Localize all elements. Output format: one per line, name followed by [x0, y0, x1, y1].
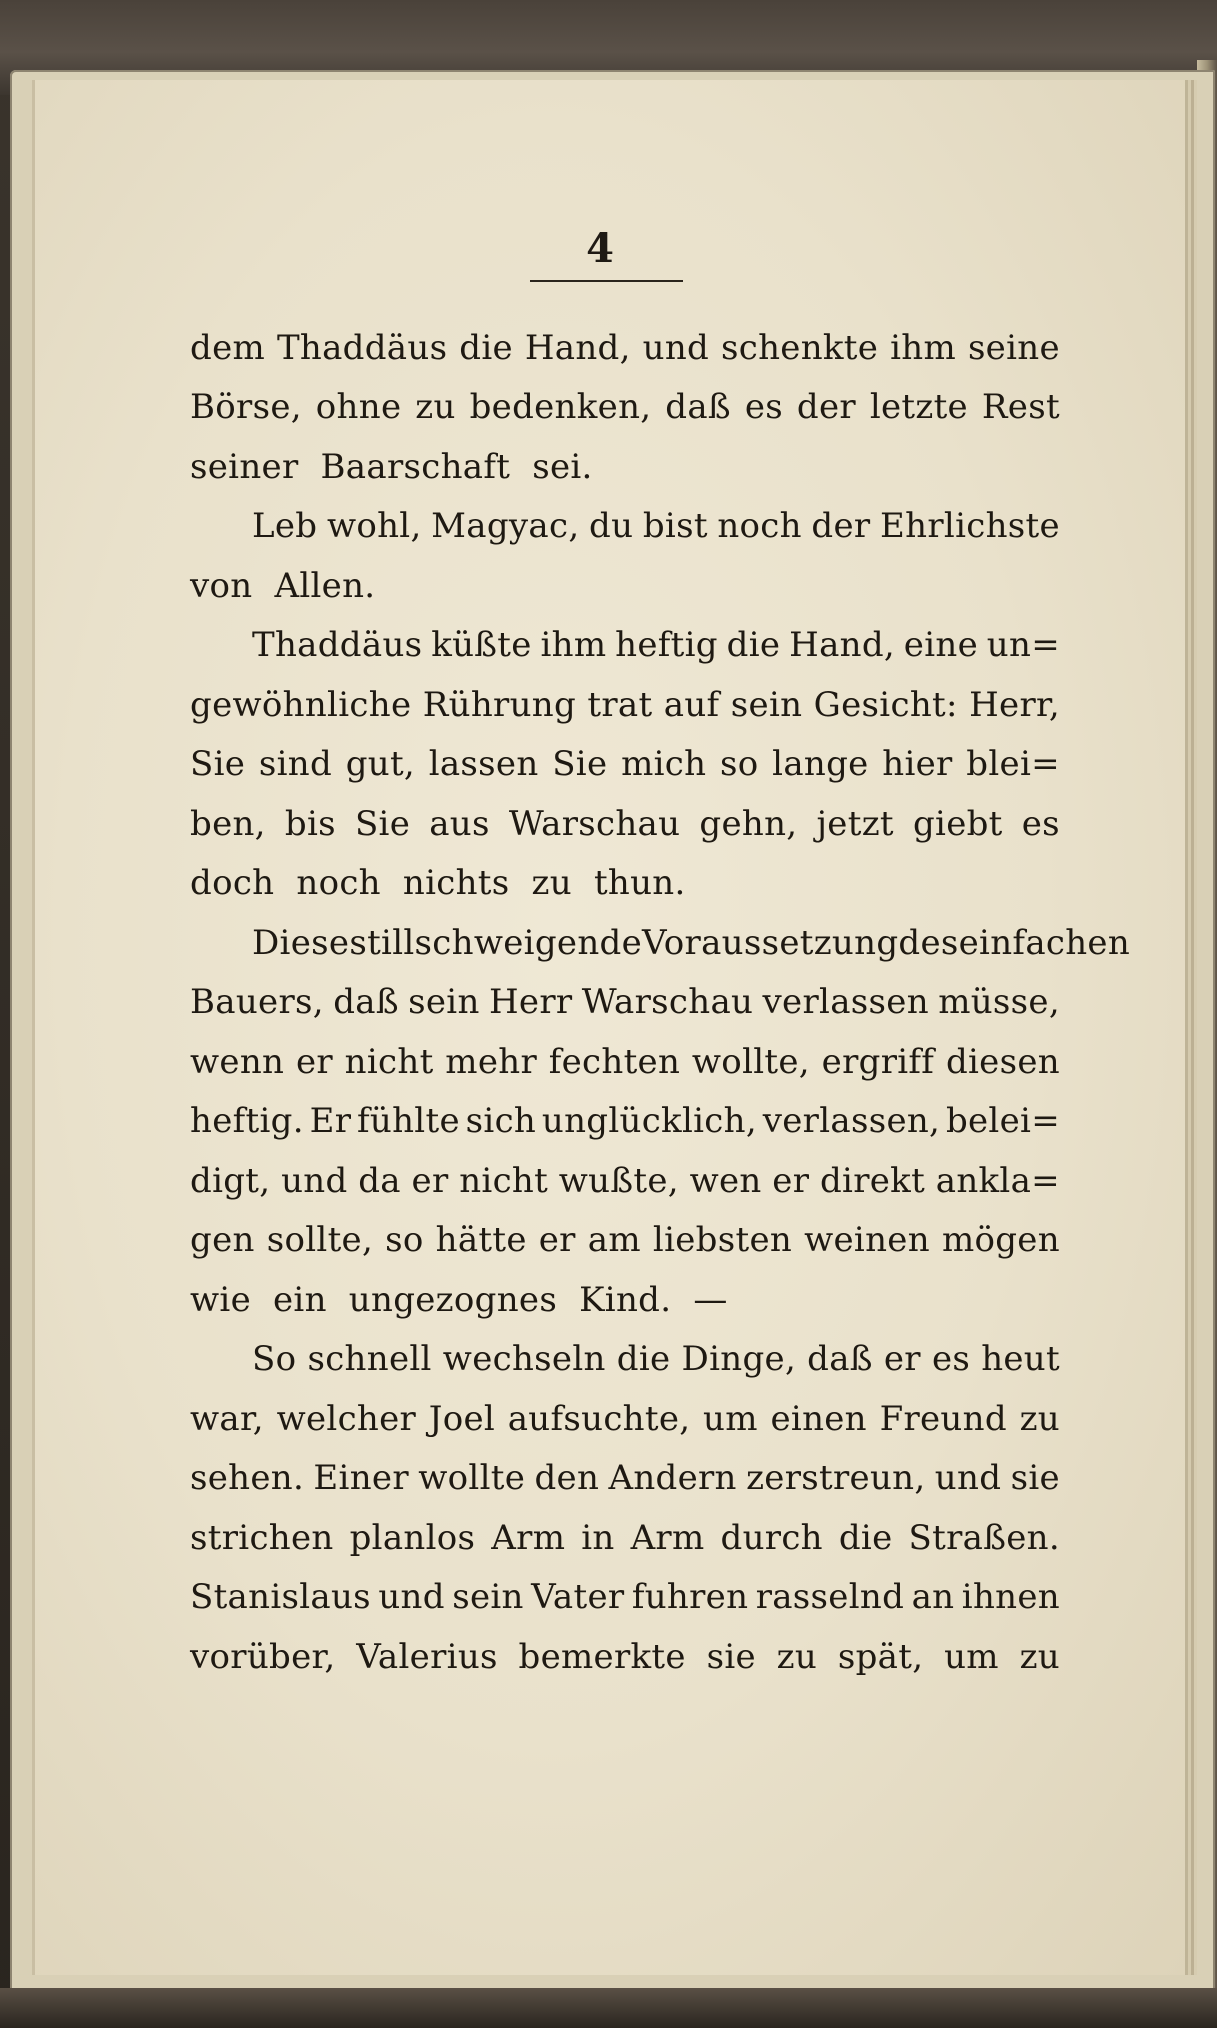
page-number-rule	[530, 280, 683, 282]
word: ihm	[890, 327, 957, 368]
word: Straßen.	[908, 1517, 1060, 1558]
word: bemerkte	[518, 1636, 686, 1677]
word: Diese	[252, 922, 350, 963]
word: noch	[717, 506, 802, 547]
word: wollte,	[691, 1041, 810, 1082]
word: wußte,	[558, 1160, 679, 1201]
text-line	[190, 437, 1060, 497]
text-line	[190, 1449, 1060, 1509]
word: es	[1021, 803, 1060, 844]
word: doch	[190, 863, 275, 904]
text-line	[190, 1211, 1060, 1271]
word: und	[642, 327, 710, 368]
word: Rührung	[422, 684, 577, 725]
word: wollte	[418, 1458, 526, 1499]
word: war,	[190, 1398, 264, 1439]
word: Börse,	[190, 387, 302, 428]
word: bedenken,	[469, 387, 652, 428]
word: bis	[284, 803, 336, 844]
word: Hand,	[789, 625, 896, 666]
word: ein	[273, 1279, 327, 1320]
word: Hand,	[524, 327, 631, 368]
word: Dinge,	[681, 1339, 797, 1380]
word: wohl,	[326, 506, 422, 547]
word: direkt	[819, 1160, 926, 1201]
word: gewöhnliche	[190, 684, 412, 725]
text-line	[190, 1151, 1060, 1211]
word: sehen.	[190, 1458, 305, 1499]
word: aus	[429, 803, 490, 844]
word: welcher	[276, 1398, 417, 1439]
word: seiner	[190, 446, 299, 487]
word: zu	[531, 863, 572, 904]
word: liebsten	[652, 1220, 793, 1261]
word: Leb	[252, 506, 318, 547]
word: fechten	[548, 1041, 681, 1082]
word: Kind.	[579, 1279, 672, 1320]
text-line	[190, 1568, 1060, 1628]
word: Valerius	[356, 1636, 498, 1677]
word: Warschau	[581, 982, 754, 1023]
word: sein	[730, 684, 803, 725]
word: thun.	[593, 863, 686, 904]
word: bist	[642, 506, 708, 547]
word: Baarschaft	[320, 446, 511, 487]
text-line	[190, 318, 1060, 378]
word: nicht	[344, 1041, 434, 1082]
text-line	[190, 1389, 1060, 1449]
word: mehr	[445, 1041, 537, 1082]
word: du	[589, 506, 634, 547]
word: trat	[587, 684, 653, 725]
word: er	[295, 1041, 333, 1082]
text-line	[190, 1508, 1060, 1568]
word: fuhren	[631, 1577, 749, 1618]
word: die	[726, 625, 781, 666]
text-line	[190, 1627, 1060, 1687]
text-line	[190, 497, 1060, 557]
word: sollte,	[266, 1220, 374, 1261]
word: Herr,	[969, 684, 1060, 725]
word: Er	[309, 1101, 352, 1142]
word: hier	[882, 744, 953, 785]
word: belei=	[945, 1101, 1060, 1142]
word: heftig	[615, 625, 718, 666]
word: zerstreun,	[746, 1458, 926, 1499]
word: verlassen,	[762, 1101, 941, 1142]
word: es	[744, 387, 783, 428]
word: zu	[1019, 1398, 1060, 1439]
word: Gesicht:	[813, 684, 958, 725]
word: müsse,	[938, 982, 1060, 1023]
text-line	[190, 1270, 1060, 1330]
word: am	[587, 1220, 641, 1261]
word: lassen	[428, 744, 539, 785]
word: zu	[1019, 1636, 1060, 1677]
word: diesen	[945, 1041, 1060, 1082]
page-number: 4	[586, 225, 614, 272]
word: Magyac,	[431, 506, 580, 547]
word: rasselnd	[755, 1577, 905, 1618]
word: un=	[986, 625, 1060, 666]
word: ihm	[540, 625, 607, 666]
word: zu	[415, 387, 456, 428]
word: es	[931, 1339, 971, 1380]
text-line	[190, 854, 1060, 914]
word: wechseln	[442, 1339, 606, 1380]
word: sich	[465, 1101, 537, 1142]
word: hätte	[435, 1220, 527, 1261]
word: Arm	[630, 1517, 705, 1558]
word: ben,	[190, 803, 266, 844]
word: wenn	[190, 1041, 285, 1082]
word: dem	[190, 327, 266, 368]
word: die	[838, 1517, 893, 1558]
word: Rest	[981, 387, 1060, 428]
word: mich	[621, 744, 707, 785]
word: spät,	[837, 1636, 924, 1677]
word: fühlte	[357, 1101, 460, 1142]
word: unglücklich,	[541, 1101, 757, 1142]
word: der	[811, 506, 871, 547]
word: von	[190, 565, 253, 606]
text-line	[190, 913, 1131, 973]
text-line	[190, 378, 1060, 438]
word: ankla=	[935, 1160, 1060, 1201]
word: eine	[903, 625, 979, 666]
word: und	[378, 1577, 445, 1618]
text-line	[190, 735, 1060, 795]
word: einen	[770, 1398, 867, 1439]
word: Ehrlichste	[880, 506, 1060, 547]
word: er	[883, 1339, 921, 1380]
word: des	[898, 922, 959, 963]
word: daß	[665, 387, 731, 428]
word: so	[385, 1220, 424, 1261]
word: auf	[663, 684, 720, 725]
word: sein	[408, 982, 480, 1023]
word: Voraussetzung	[642, 922, 899, 963]
text-line	[190, 1032, 1060, 1092]
text-line	[190, 556, 1060, 616]
word: Allen.	[274, 565, 376, 606]
word: lange	[772, 744, 869, 785]
word: digt,	[190, 1160, 271, 1201]
word: verlassen	[762, 982, 929, 1023]
word: Stanislaus	[190, 1577, 371, 1618]
word: sind	[258, 744, 333, 785]
word: sie	[706, 1636, 756, 1677]
word: Arm	[491, 1517, 566, 1558]
word: so	[719, 744, 759, 785]
word: an	[911, 1577, 955, 1618]
word: Andern	[608, 1458, 737, 1499]
word: Einer	[313, 1458, 409, 1499]
word: sei.	[532, 446, 593, 487]
word: jetzt	[816, 803, 894, 844]
word: stillschweigende	[349, 922, 643, 963]
text-line	[190, 1330, 1060, 1390]
word: küßte	[431, 625, 532, 666]
word: So	[252, 1339, 297, 1380]
word: um	[703, 1398, 758, 1439]
word: nichts	[402, 863, 510, 904]
word: Freund	[879, 1398, 1007, 1439]
word: seine	[967, 327, 1060, 368]
word: er	[411, 1160, 449, 1201]
text-line	[190, 973, 1060, 1033]
word: die	[616, 1339, 671, 1380]
word: wie	[190, 1279, 251, 1320]
word: blei=	[966, 744, 1060, 785]
word: strichen	[190, 1517, 334, 1558]
word: heut	[981, 1339, 1060, 1380]
word: sie	[1010, 1458, 1060, 1499]
text-line	[190, 616, 1060, 676]
word: da	[358, 1160, 401, 1201]
word: weinen	[804, 1220, 930, 1261]
word: wen	[689, 1160, 762, 1201]
word: Warschau	[508, 803, 681, 844]
word: schenkte	[721, 327, 879, 368]
word: ungezognes	[348, 1279, 558, 1320]
word: planlos	[349, 1517, 476, 1558]
word: Joel	[428, 1398, 496, 1439]
word: ergriff	[821, 1041, 935, 1082]
word: in	[581, 1517, 615, 1558]
text-line	[190, 1092, 1060, 1152]
word: gut,	[345, 744, 416, 785]
word: mögen	[941, 1220, 1060, 1261]
word: schnell	[307, 1339, 432, 1380]
word: Sie	[190, 744, 246, 785]
word: ihnen	[961, 1577, 1060, 1618]
word: heftig.	[190, 1101, 304, 1142]
word: nicht	[459, 1160, 549, 1201]
word: aufsuchte,	[507, 1398, 691, 1439]
word: Thaddäus	[276, 327, 448, 368]
book-bottom-edge	[0, 1988, 1217, 2028]
word: noch	[296, 863, 381, 904]
word: —	[693, 1279, 728, 1320]
word: den	[534, 1458, 600, 1499]
word: der	[796, 387, 856, 428]
body-text	[190, 318, 1131, 1687]
word: Bauers,	[190, 982, 324, 1023]
text-line	[190, 675, 1060, 735]
word: vorüber,	[190, 1636, 336, 1677]
word: giebt	[912, 803, 1003, 844]
word: Sie	[354, 803, 411, 844]
word: Herr	[488, 982, 573, 1023]
word: und	[281, 1160, 348, 1201]
word: sein	[452, 1577, 524, 1618]
word: er	[772, 1160, 810, 1201]
word: letzte	[869, 387, 968, 428]
word: und	[934, 1458, 1002, 1499]
text-line	[190, 794, 1060, 854]
word: ohne	[315, 387, 402, 428]
word: Sie	[552, 744, 608, 785]
word: gehn,	[699, 803, 798, 844]
word: zu	[776, 1636, 818, 1677]
word: durch	[720, 1517, 823, 1558]
word: Vater	[531, 1577, 625, 1618]
word: Thaddäus	[252, 625, 423, 666]
word: daß	[333, 982, 399, 1023]
word: die	[459, 327, 513, 368]
word: er	[538, 1220, 576, 1261]
word: einfachen	[958, 922, 1131, 963]
word: um	[944, 1636, 999, 1677]
word: daß	[807, 1339, 873, 1380]
word: gen	[190, 1220, 255, 1261]
